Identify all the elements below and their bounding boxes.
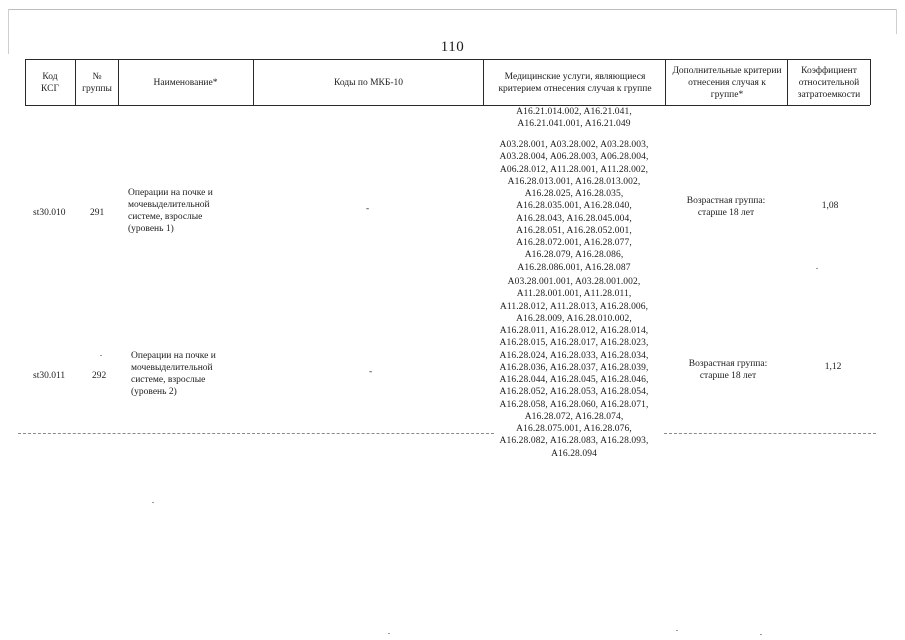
table-bottom-rule: [18, 433, 494, 434]
row-ksg-code: st30.011: [33, 371, 66, 381]
row-mkb-codes: -: [369, 367, 373, 377]
column-divider: [25, 59, 26, 105]
row-ksg-code: st30.010: [33, 208, 66, 218]
header-code: Код КСГ: [41, 71, 59, 94]
column-divider: [483, 59, 484, 105]
continuation-services: A16.21.014.002, A16.21.041, A16.21.041.001, A16.21.049: [516, 107, 632, 130]
scan-speck: [760, 634, 762, 635]
header-medical-services: Медицинские услуги, являющиеся критерием отнесения случая к группе: [498, 71, 652, 94]
row-medical-services: A03.28.001.001, A03.28.001.002, A11.28.001.001, A11.28.011, A11.28.012, A11.28.013, A16.28.006, A16.28.009, A16.28.010.002, A16.28.011, A16.28.012, A16.28.014, A16.28.015, A16.28.017, A16.28.023, A16.28.024, A16.28.033, A16.28.034, A16.28.036, A16.28.037, A16.28.039, A16.28.044, A16.28.045, A16.28.046, A16.28.052, A16.28.053, A16.28.054, A16.28.058, A16.28.060, A16.28.071, A16.28.072, A16.28.074, A16.28.075.001, A16.28.076, A16.28.082, A16.28.083, A16.28.093, A16.28.094: [499, 277, 649, 459]
column-divider: [75, 59, 76, 105]
header-mkb-codes: Коды по МКБ-10: [333, 77, 404, 88]
row-additional-criteria: Возрастная группа: старше 18 лет: [688, 359, 768, 381]
row-name: Операции на почке и мочевыделительной системе, взрослые (уровень 2): [131, 351, 216, 397]
header-coefficient: Коэффициент относительной затратоемкости: [797, 65, 861, 100]
scan-speck: [816, 268, 818, 269]
column-divider: [787, 59, 788, 105]
column-divider: [118, 59, 119, 105]
page-border-top: [8, 9, 896, 10]
table-bottom-rule: [664, 433, 876, 434]
row-coefficient: 1,12: [824, 362, 842, 372]
row-additional-criteria: Возрастная группа: старше 18 лет: [686, 196, 766, 218]
header-additional-criteria: Дополнительные критерии отнесения случая к группе*: [672, 65, 782, 100]
row-coefficient: 1,08: [821, 201, 839, 211]
row-mkb-codes: -: [366, 204, 370, 214]
scan-speck: [100, 355, 102, 356]
column-divider: [253, 59, 254, 105]
column-divider: [665, 59, 666, 105]
row-group-number: 292: [92, 371, 107, 381]
row-name: Операции на почке и мочевыделительной системе, взрослые (уровень 1): [128, 188, 213, 234]
scan-speck: [676, 630, 678, 631]
header-group-number: № группы: [82, 71, 112, 94]
scan-speck: [152, 502, 154, 503]
table-header-bottom-border: [25, 105, 870, 106]
page-number: 110: [440, 39, 465, 55]
header-name: Наименование*: [153, 77, 218, 88]
row-medical-services: A03.28.001, A03.28.002, A03.28.003, A03.28.004, A06.28.003, A06.28.004, A06.28.012, A11.28.001, A11.28.002, A16.28.013.001, A16.28.013.002, A16.28.025, A16.28.035, A16.28.035.001, A16.28.040, A16.28.043, A16.28.045.004, A16.28.051, A16.28.052.001, A16.28.072.001, A16.28.077, A16.28.079, A16.28.086, A16.28.086.001, A16.28.087: [499, 140, 649, 273]
scan-speck: [388, 633, 390, 634]
page-border-right: [896, 9, 897, 34]
row-group-number: 291: [90, 208, 105, 218]
column-divider: [870, 59, 871, 105]
